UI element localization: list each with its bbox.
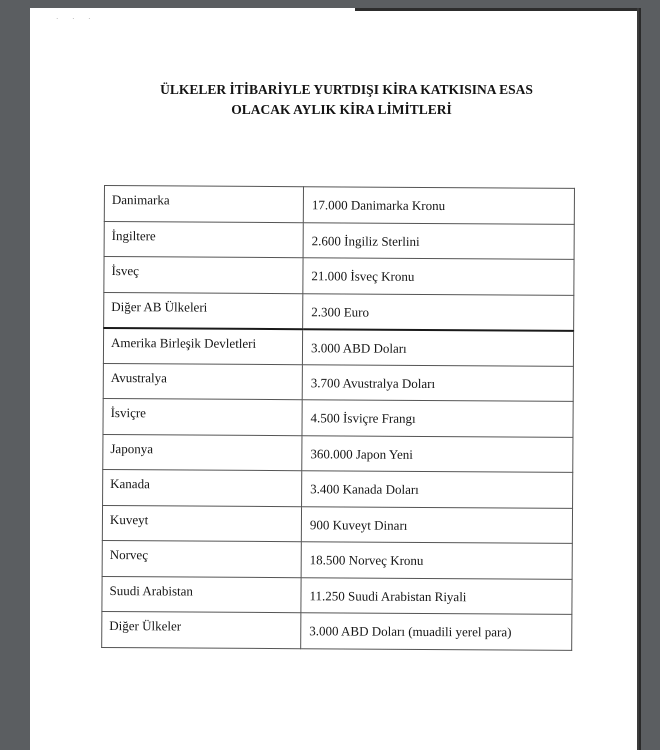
table-row: [103, 328, 573, 366]
table-row: [103, 434, 573, 472]
country-cell: Diğer Ülkeler: [102, 611, 301, 648]
table-row: [103, 469, 573, 507]
rent-limits-table: [101, 185, 575, 650]
table-row: [102, 611, 572, 649]
title-line-1: ÜLKELER İTİBARİYLE YURTDIŞI KİRA KATKISINA ESAS: [160, 82, 533, 97]
table-row: [102, 505, 572, 543]
limit-cell: 900 Kuveyt Dinarı: [301, 506, 572, 543]
country-cell: Kanada: [103, 469, 302, 506]
table-row: [104, 257, 574, 295]
table-row: [104, 221, 574, 259]
country-cell: Kuveyt: [102, 505, 301, 542]
country-cell: Suudi Arabistan: [102, 576, 301, 613]
table-row: [104, 292, 574, 330]
country-cell: İngiltere: [104, 221, 303, 258]
country-cell: Avustralya: [103, 363, 302, 400]
table-row: [103, 398, 573, 436]
table-row: [103, 363, 573, 401]
table-row: [102, 576, 572, 614]
limit-cell: 3.700 Avustralya Doları: [302, 364, 573, 401]
table-row: [104, 186, 574, 224]
country-cell: Diğer AB Ülkeleri: [104, 292, 303, 329]
document-title: [30, 80, 639, 120]
limit-cell: 3.000 ABD Doları: [302, 329, 573, 366]
limit-cell: 4.500 İsviçre Frangı: [302, 400, 573, 437]
country-cell: Norveç: [102, 540, 301, 577]
limit-cell: 21.000 İsveç Kronu: [303, 258, 574, 295]
limit-cell: 3.400 Kanada Doları: [302, 471, 573, 508]
limit-cell: 360.000 Japon Yeni: [302, 435, 573, 472]
country-cell: Amerika Birleşik Devletleri: [103, 328, 302, 365]
country-cell: Japonya: [103, 434, 302, 471]
limit-cell: 17.000 Danimarka Kronu: [303, 187, 574, 224]
limit-cell: 11.250 Suudi Arabistan Riyali: [301, 577, 572, 614]
page-top-edge: [355, 8, 639, 11]
title-line-2: OLACAK AYLIK KİRA LİMİTLERİ: [231, 102, 452, 117]
country-cell: İsveç: [104, 257, 303, 294]
limit-cell: 18.500 Norveç Kronu: [301, 542, 572, 579]
limit-cell: 3.000 ABD Doları (muadili yerel para): [301, 613, 572, 650]
scan-specks: · · ·: [56, 15, 97, 23]
limit-cell: 2.300 Euro: [303, 293, 574, 330]
limit-cell: 2.600 İngiliz Sterlini: [303, 222, 574, 259]
country-cell: Danimarka: [104, 186, 303, 223]
table-row: [102, 540, 572, 578]
country-cell: İsviçre: [103, 398, 302, 435]
